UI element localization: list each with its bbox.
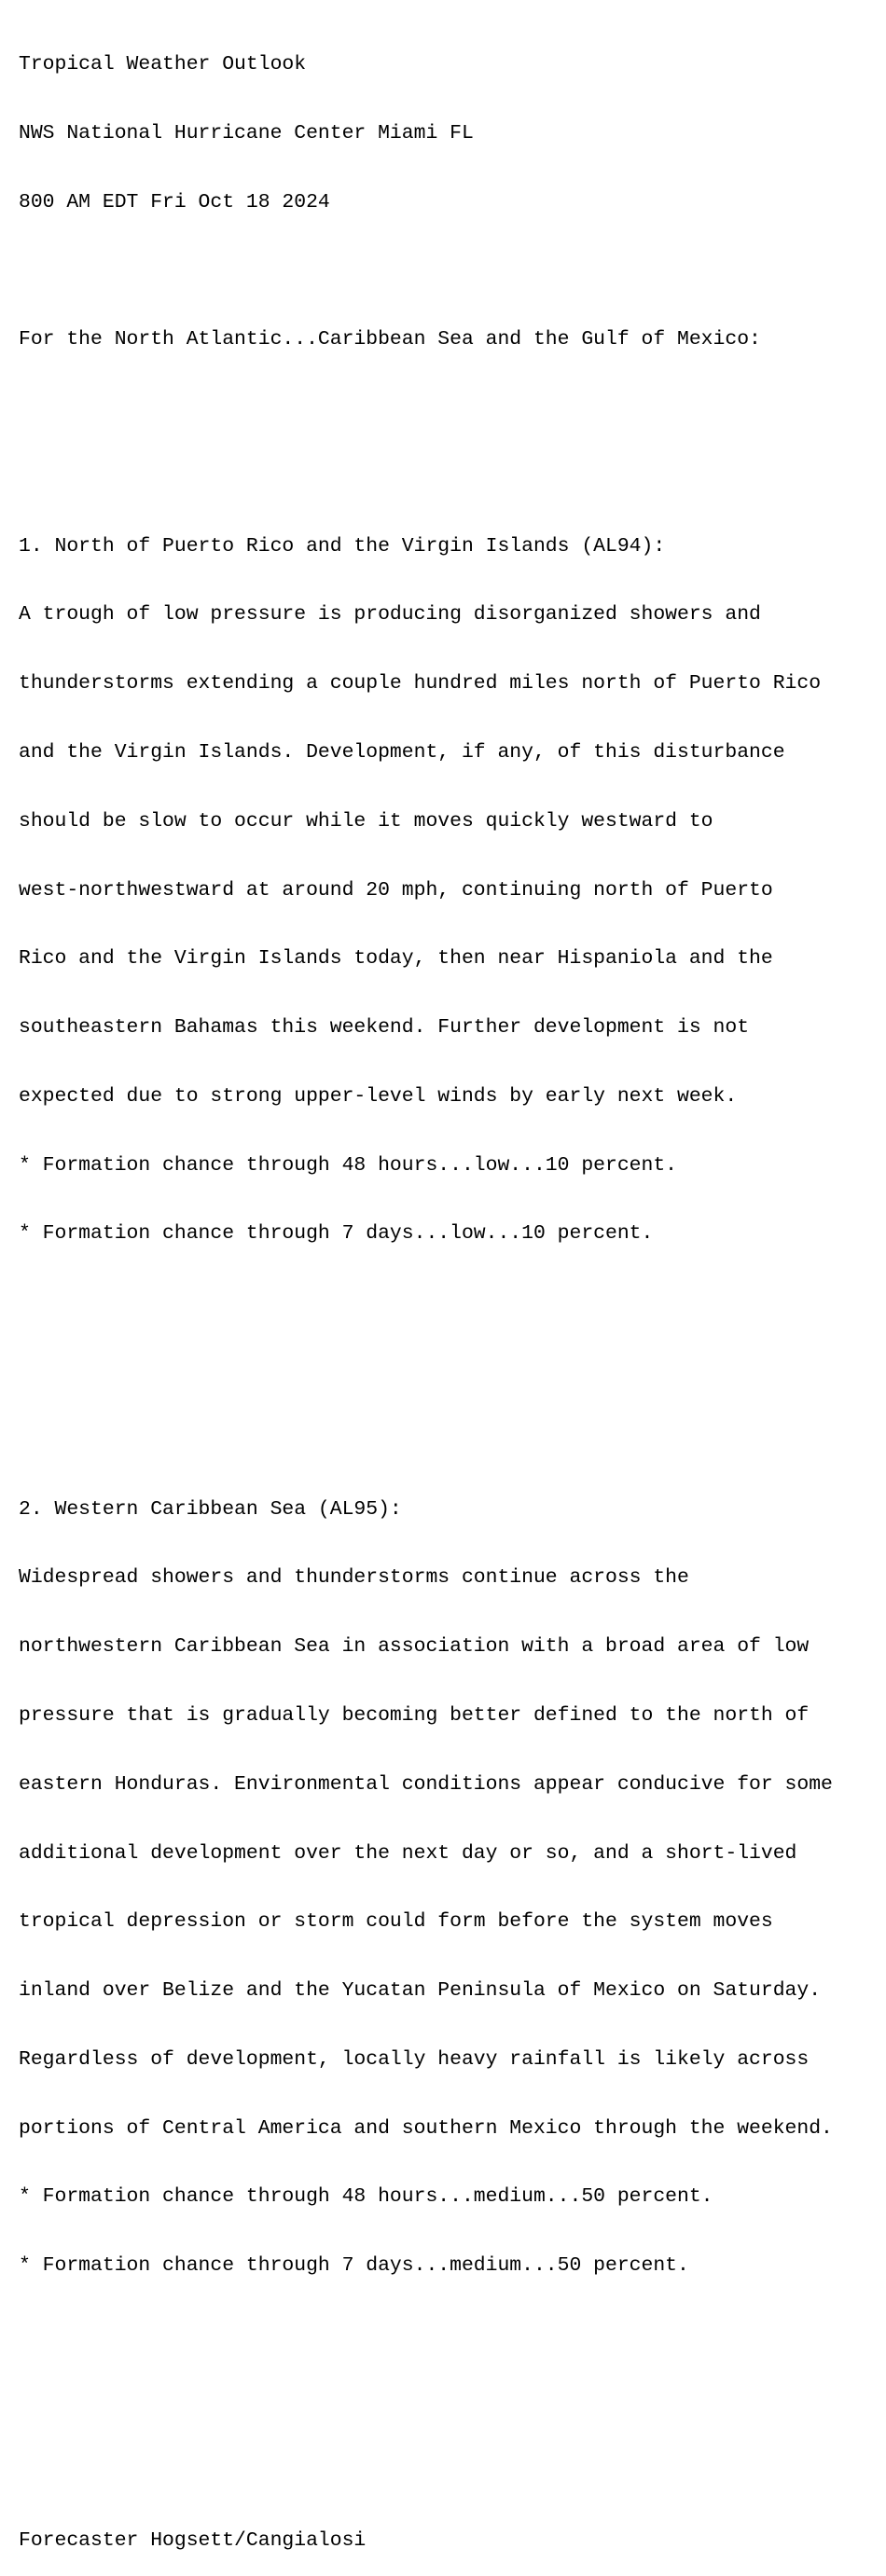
spacer bbox=[19, 260, 877, 283]
system-2-heading: 2. Western Caribbean Sea (AL95): bbox=[19, 1497, 402, 1521]
system-2-section bbox=[19, 1452, 877, 2323]
system-1-text-line: should be slow to occur while it moves quickly westward to bbox=[19, 809, 713, 833]
spacer bbox=[19, 2392, 877, 2416]
scope-line: For the North Atlantic...Caribbean Sea and the Gulf of Mexico: bbox=[19, 328, 761, 351]
outlook-document bbox=[19, 7, 877, 2576]
system-1-chance-48h: * Formation chance through 48 hours...low...10 percent. bbox=[19, 1153, 678, 1177]
system-1-text-line: thunderstorms extending a couple hundred miles north of Puerto Rico bbox=[19, 672, 822, 696]
system-1-text-line: southeastern Bahamas this weekend. Further development is not bbox=[19, 1016, 750, 1040]
system-2-text-line: tropical depression or storm could form before the system moves bbox=[19, 1910, 773, 1934]
system-1-text-line: Rico and the Virgin Islands today, then near Hispaniola and the bbox=[19, 947, 773, 971]
system-1-text-line: A trough of low pressure is producing disorganized showers and bbox=[19, 603, 761, 627]
issue-time: 800 AM EDT Fri Oct 18 2024 bbox=[19, 190, 330, 214]
system-2-text-line: eastern Honduras. Environmental conditions appear conducive for some bbox=[19, 1772, 833, 1796]
system-1-heading: 1. North of Puerto Rico and the Virgin Islands (AL94): bbox=[19, 534, 666, 558]
spacer bbox=[19, 2461, 877, 2485]
system-2-text-line: Regardless of development, locally heavy rainfall is likely across bbox=[19, 2047, 810, 2071]
system-2-chance-48h: * Formation chance through 48 hours...medium...50 percent. bbox=[19, 2185, 713, 2209]
system-2-text-line: pressure that is gradually becoming better defined to the north of bbox=[19, 1703, 810, 1727]
system-1-text-line: expected due to strong upper-level winds by early next week. bbox=[19, 1084, 738, 1108]
issuing-office: NWS National Hurricane Center Miami FL bbox=[19, 121, 474, 145]
system-2-text-line: portions of Central America and southern Mexico through the weekend. bbox=[19, 2116, 833, 2140]
system-1-text-line: and the Virgin Islands. Development, if any, of this disturbance bbox=[19, 741, 785, 764]
spacer bbox=[19, 1360, 877, 1384]
system-1-text-line: west-northwestward at around 20 mph, continuing north of Puerto bbox=[19, 878, 773, 902]
system-1-section bbox=[19, 489, 877, 1291]
system-2-text-line: northwestern Caribbean Sea in association with a broad area of low bbox=[19, 1635, 810, 1659]
spacer bbox=[19, 397, 877, 420]
system-2-text-line: additional development over the next day or so, and a short-lived bbox=[19, 1841, 797, 1865]
forecaster-signature: Forecaster Hogsett/Cangialosi bbox=[19, 2529, 367, 2553]
system-2-text-line: Widespread showers and thunderstorms continue across the bbox=[19, 1566, 689, 1590]
system-2-text-line: inland over Belize and the Yucatan Peninsula of Mexico on Saturday. bbox=[19, 1979, 822, 2003]
system-2-chance-7d: * Formation chance through 7 days...medium...50 percent. bbox=[19, 2254, 689, 2278]
system-1-chance-7d: * Formation chance through 7 days...low...10 percent. bbox=[19, 1222, 654, 1246]
document-title: Tropical Weather Outlook bbox=[19, 53, 307, 76]
